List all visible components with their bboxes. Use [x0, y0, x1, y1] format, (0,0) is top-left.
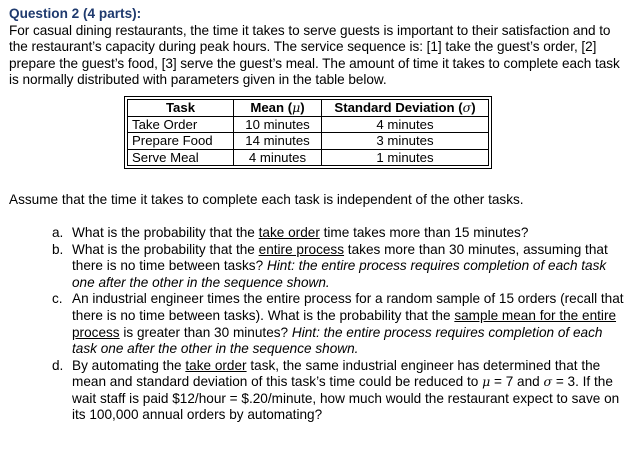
- header-task: Task: [128, 99, 234, 116]
- table-row: [128, 116, 489, 133]
- cell-task: Prepare Food: [128, 133, 234, 150]
- question-marker: a.: [52, 224, 64, 240]
- table-row: [128, 133, 489, 150]
- hint-text: Hint: the entire process requires completion of each task one after the other in the sequence shown.: [72, 324, 603, 357]
- cell-mean: 14 minutes: [234, 133, 322, 150]
- question-marker: c.: [52, 291, 63, 307]
- underlined-term: entire process: [258, 241, 345, 257]
- question-intro: For casual dining restaurants, the time it takes to serve guests is important to their satisfaction and to the restaurant’s capacity during peak hours. The service sequence is: [1] take the guest’s order, [2] prepare the guest’s food, [3] serve the guest’s meal. The amount of time it takes to complete each task is normally distributed with parameters given in the table below.: [9, 22, 620, 88]
- cell-mean: 10 minutes: [234, 116, 322, 133]
- mu-symbol: μ: [292, 99, 301, 115]
- header-mean: Mean (μ): [234, 99, 322, 116]
- mu-symbol: μ: [482, 374, 491, 390]
- underlined-term: take order: [185, 357, 247, 373]
- task-parameters-table: [127, 99, 489, 166]
- cell-sd: 4 minutes: [322, 116, 489, 133]
- cell-task: Serve Meal: [128, 149, 234, 166]
- hint-text: Hint: the entire process requires completion of each task one after the other in the sequence shown.: [72, 258, 607, 290]
- header-standard-deviation: Standard Deviation (σ): [322, 99, 489, 116]
- question-list: [9, 225, 631, 424]
- cell-sd: 1 minutes: [322, 149, 489, 166]
- question-heading: Question 2 (4 parts):: [9, 6, 142, 21]
- table-header-row: [128, 99, 489, 116]
- table-row: [128, 149, 489, 166]
- independence-assumption: Assume that the time it takes to complete each task is independent of the other tasks.: [9, 192, 524, 208]
- question-b: b. What is the probability that the entire process takes more than 30 minutes, assuming that there is no time between tasks? Hint: the entire process requires completion of each task one after the other in the sequence shown.: [52, 241, 608, 290]
- cell-mean: 4 minutes: [234, 149, 322, 166]
- sigma-symbol: σ: [543, 374, 553, 390]
- underlined-term: take order: [258, 224, 320, 240]
- question-marker: d.: [52, 357, 64, 373]
- sigma-symbol: σ: [462, 99, 472, 115]
- cell-task: Take Order: [128, 116, 234, 133]
- question-d: d. By automating the take order task, the same industrial engineer has determined that the mean and standard deviation of this task’s time could be reduced to μ = 7 and σ = 3. If the wait staff is paid $12/hour = $.20/minute, how much would the restaurant expect to save on its 100,000 annual orders by automating?: [52, 357, 620, 423]
- cell-sd: 3 minutes: [322, 133, 489, 150]
- question-c: c. An industrial engineer times the entire process for a random sample of 15 orders (recall that there is no time between tasks). What is the probability that the sample mean for the entire process is greater than 30 minutes? Hint: the entire process requires completion of each task one after the other in the sequence shown.: [52, 291, 624, 357]
- question-marker: b.: [52, 241, 64, 257]
- question-a: a. What is the probability that the take order time takes more than 15 minutes?: [52, 224, 529, 240]
- underlined-term: sample mean for the entire process: [72, 307, 617, 340]
